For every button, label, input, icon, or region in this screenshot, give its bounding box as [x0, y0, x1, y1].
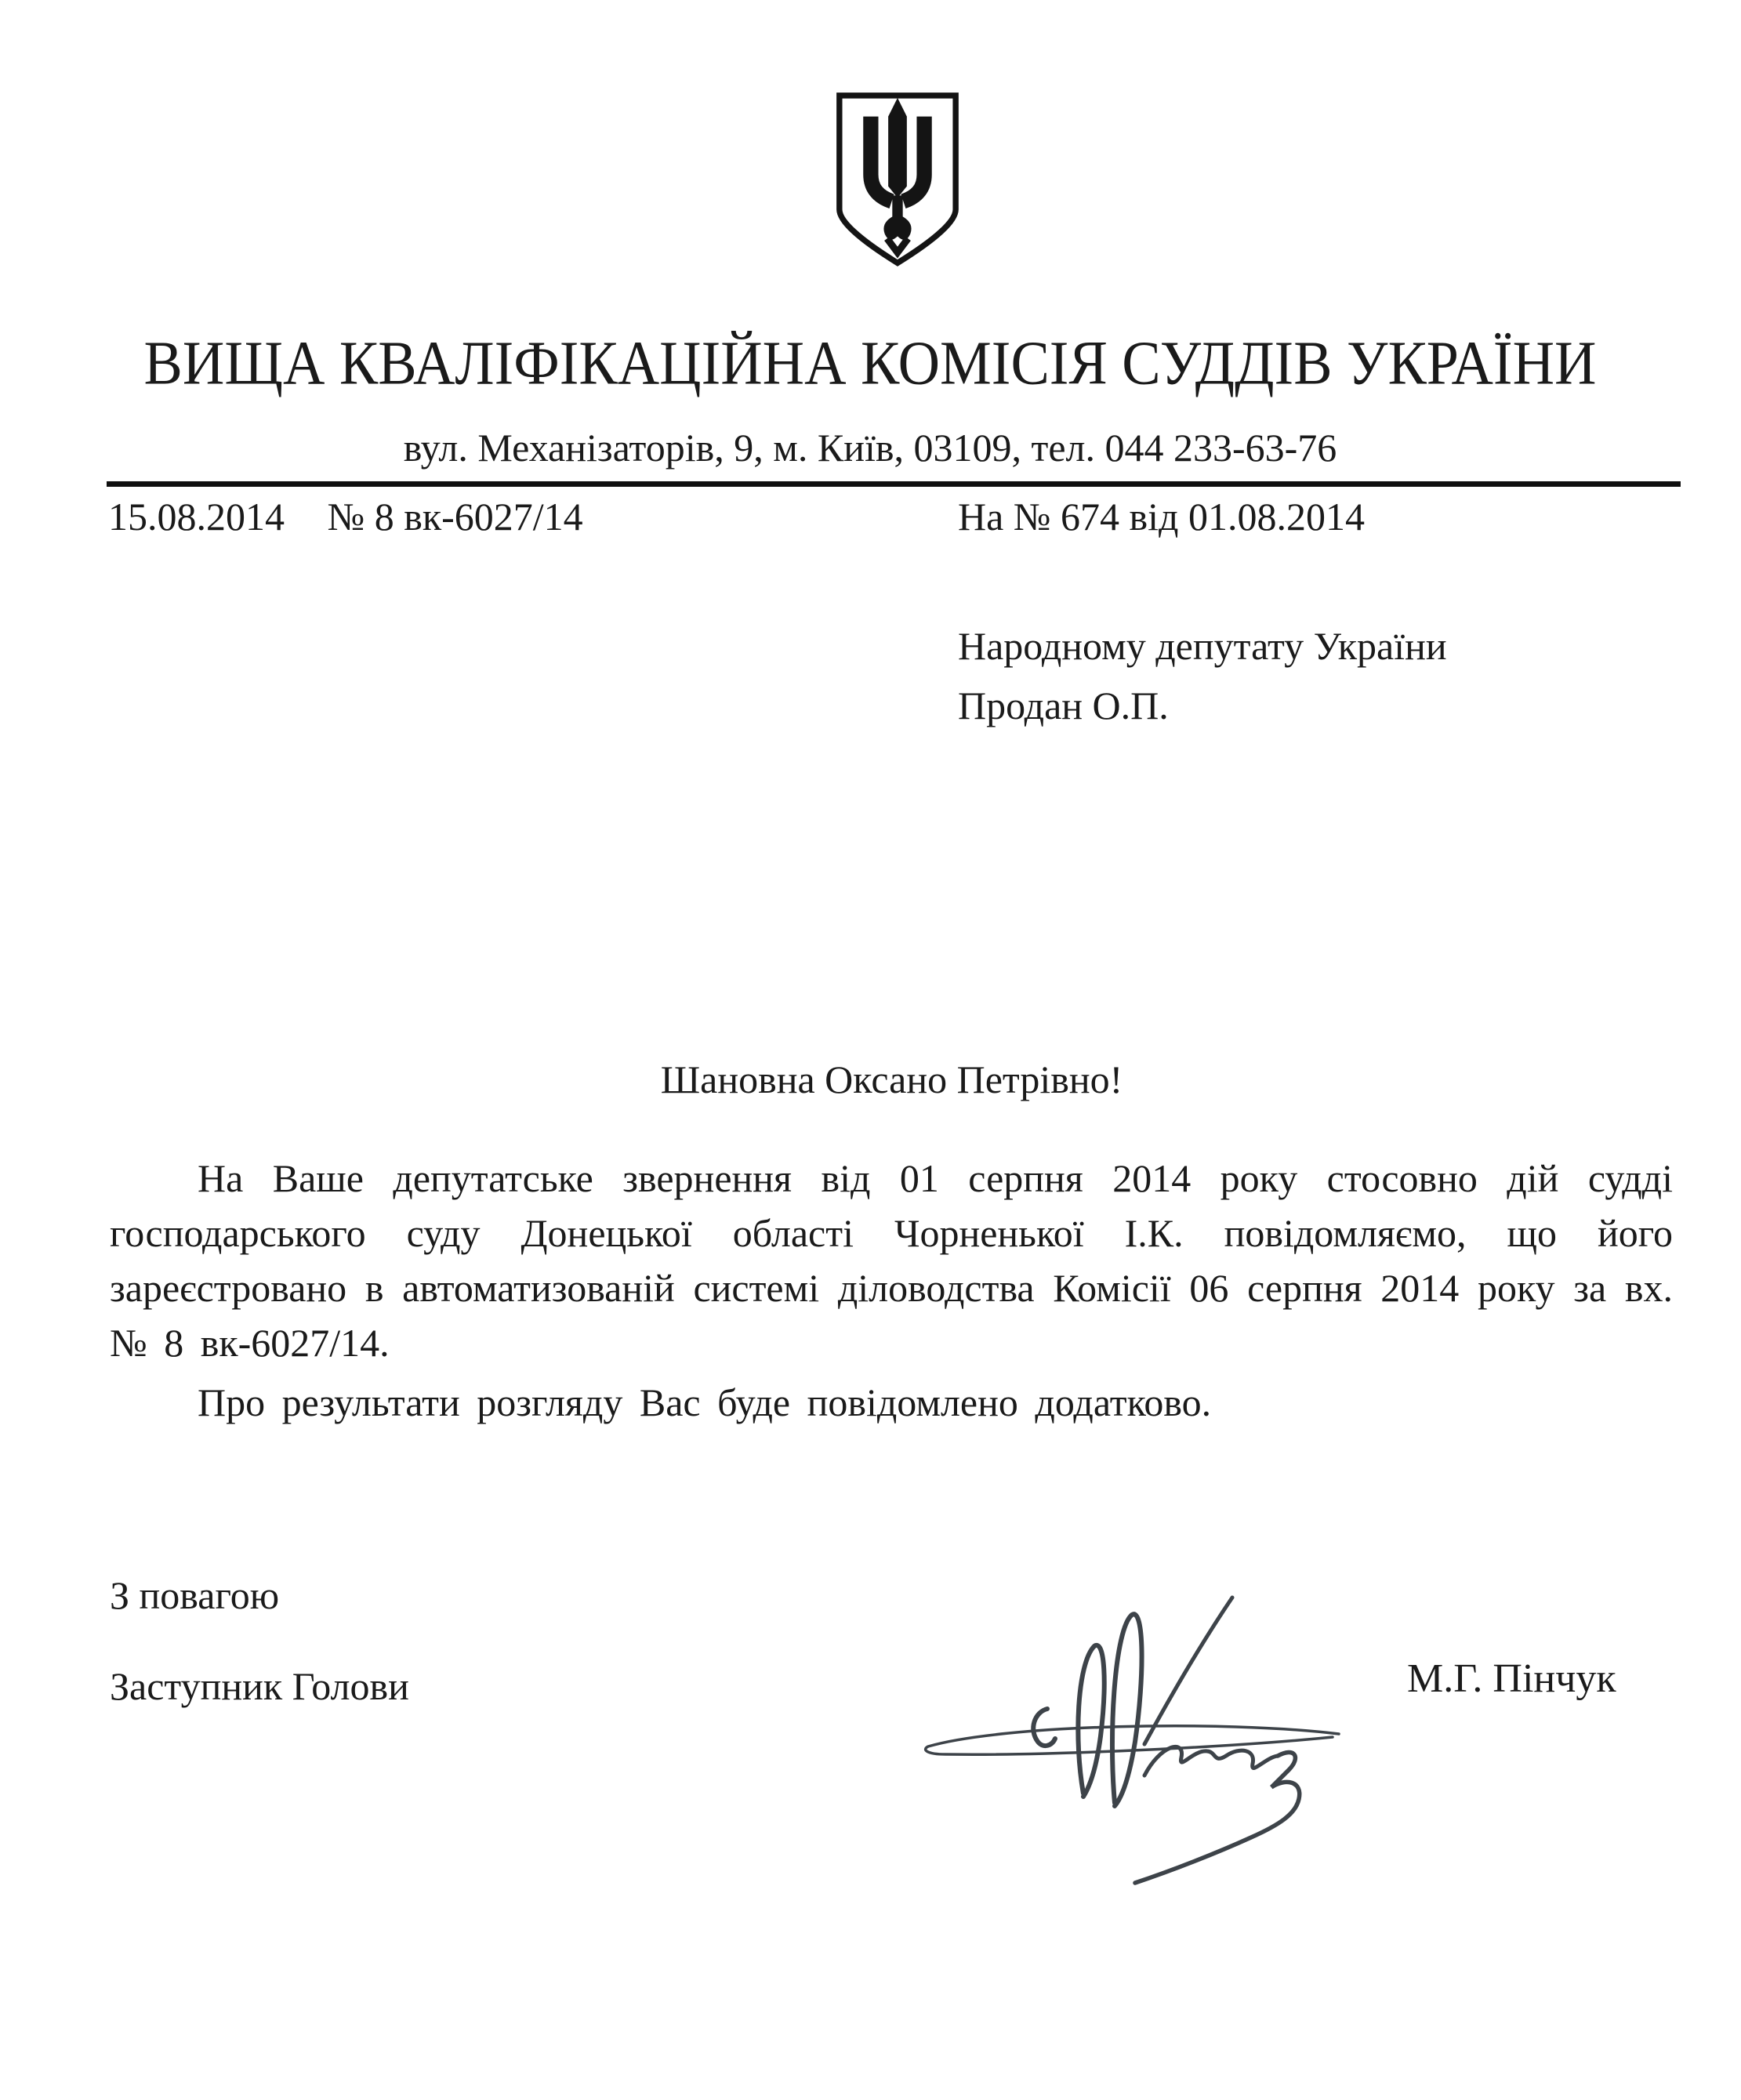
closing-phrase: З повагою	[110, 1573, 280, 1617]
salutation: Шановна Оксано Петрівно!	[660, 1057, 1123, 1101]
recipient-line-1: Народному депутату України	[958, 624, 1447, 668]
handwritten-signature-icon	[909, 1591, 1529, 1897]
signer-title: Заступник Голови	[110, 1664, 409, 1708]
body-paragraph-2: Про результати розгляду Вас буде повідомлено додатково.	[198, 1380, 1212, 1424]
body-paragraph-1: На Ваше депутатське звернення від 01 серпня 2014 року стосовно дій судді господарського суду Донецької області Чорненької І.К. повідомляємо, що його зареєстровано в автоматизованій системі діловодства Комісії 06 серпня 2014 року за вх. № 8 вк-6027/14.	[110, 1156, 1673, 1365]
signer-name: М.Г. Пінчук	[1407, 1656, 1616, 1701]
outgoing-reference	[108, 494, 583, 539]
outgoing-date: 15.08.2014	[108, 495, 285, 539]
recipient-block	[958, 616, 1447, 735]
recipient-line-2: Продан О.П.	[958, 684, 1169, 727]
reply-reference: На № 674 від 01.08.2014	[958, 495, 1365, 539]
organization-name: ВИЩА КВАЛІФІКАЦІЙНА КОМІСІЯ СУДДІВ УКРАЇНИ	[143, 328, 1597, 398]
letterhead-divider	[107, 481, 1681, 487]
organization-address: вул. Механізаторів, 9, м. Київ, 03109, тел. 044 233-63-76	[403, 426, 1337, 470]
ukraine-trident-emblem	[828, 86, 967, 276]
letter-body	[110, 1151, 1673, 1430]
outgoing-number: № 8 вк-6027/14	[327, 495, 583, 539]
